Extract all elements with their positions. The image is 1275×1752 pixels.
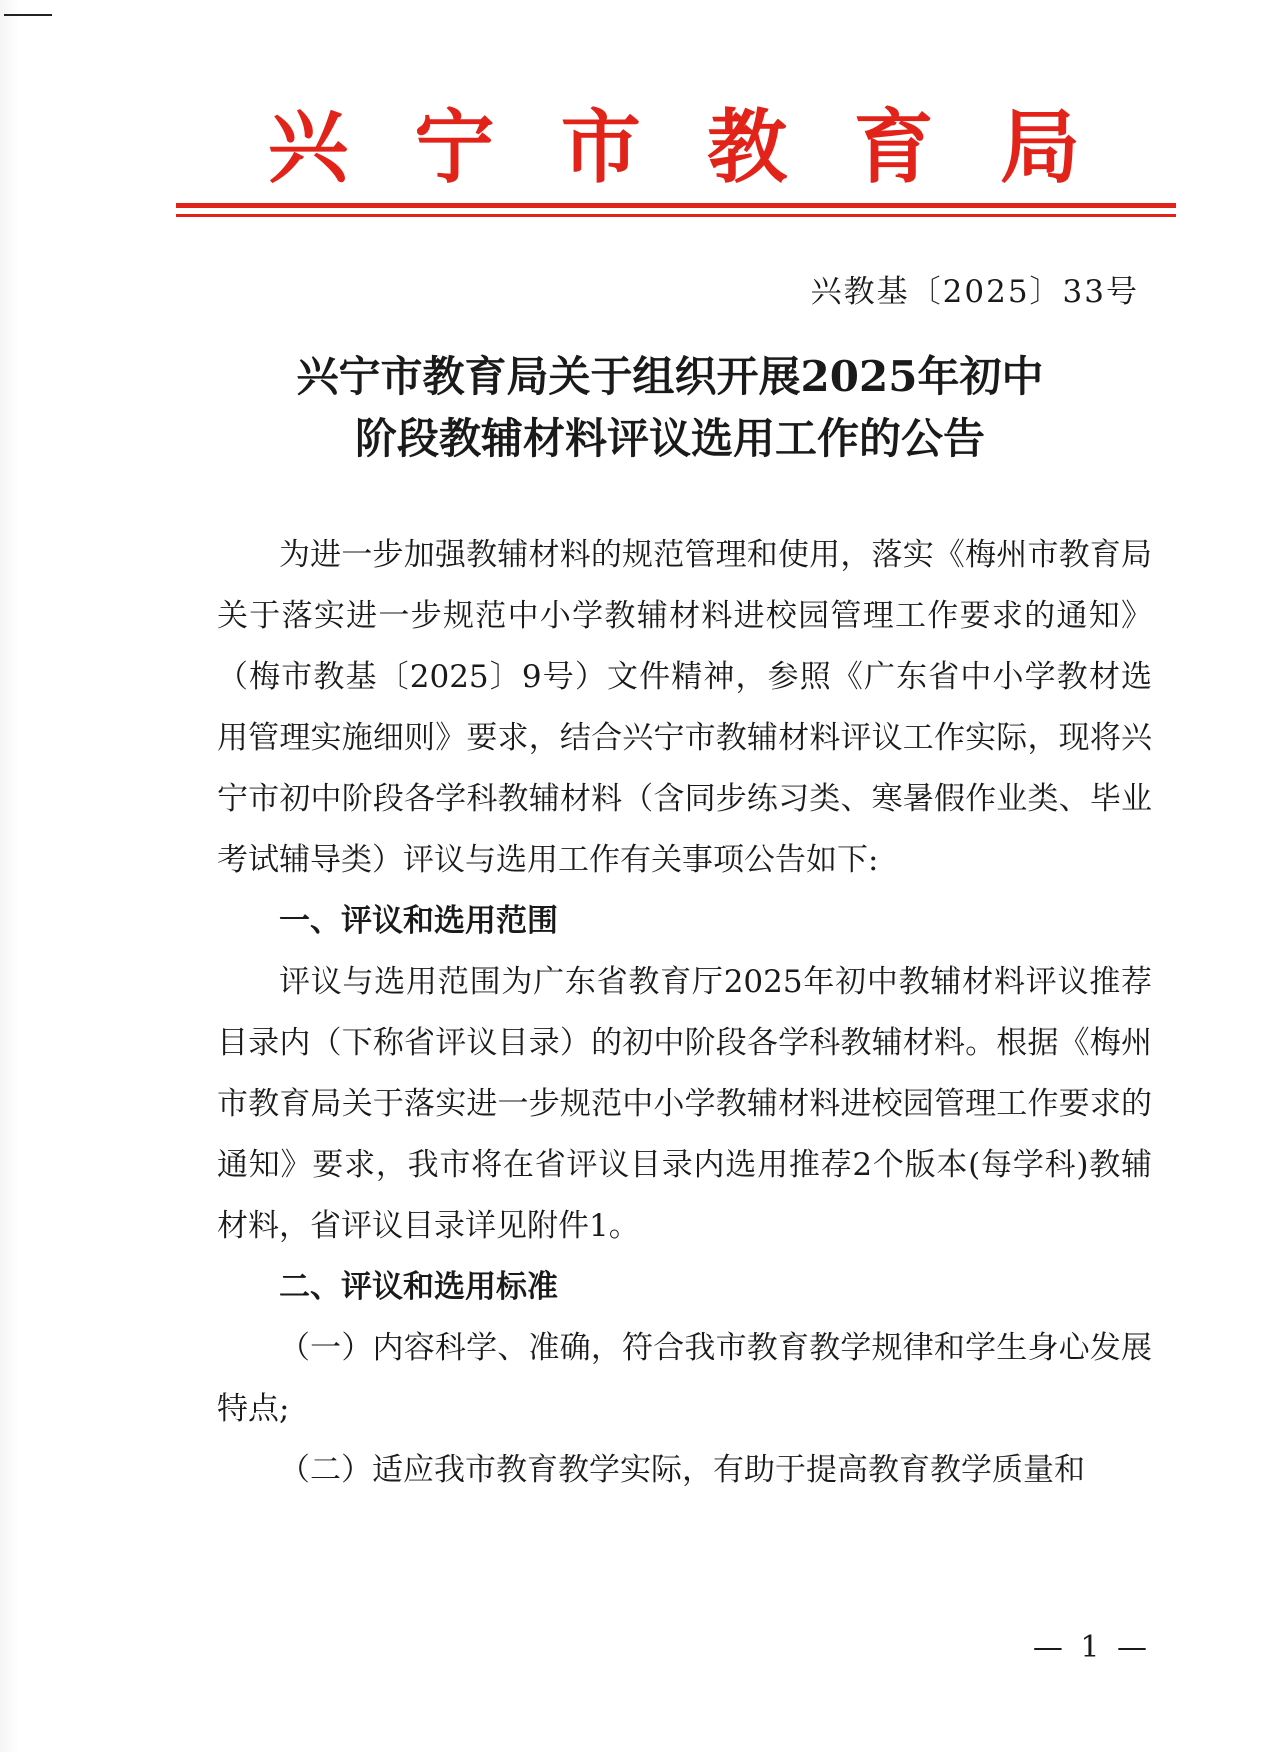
masthead: [176, 92, 1176, 202]
title-line-2: 阶段教辅材料评议选用工作的公告: [354, 414, 985, 463]
masthead-char: 市: [560, 100, 641, 194]
intro-paragraph: 为进一步加强教辅材料的规范管理和使用，落实《梅州市教育局关于落实进一步规范中小学教辅材料进校园管理工作要求的通知》（梅市教基〔2025〕9号）文件精神，参照《广东省中小学教材选用管理实施细则》要求，结合兴宁市教辅材料评议工作实际，现将兴宁市初中阶段各学科教辅材料（含同步练习类、寒暑假作业类、毕业考试辅导类）评议与选用工作有关事项公告如下:: [217, 537, 1152, 878]
masthead-char: 宁: [414, 100, 495, 194]
page-number: — 1 —: [1032, 1630, 1151, 1665]
document-number: 兴教基〔2025〕33号: [810, 274, 1139, 310]
masthead-char: 育: [853, 100, 934, 194]
masthead-char: 教: [707, 100, 788, 194]
criteria-item-1: （一）内容科学、准确，符合我市教育教学规律和学生身心发展特点;: [217, 1330, 1152, 1427]
section-heading-2: 二、评议和选用标准: [279, 1269, 558, 1305]
title-line-1: 兴宁市教育局关于组织开展2025年初中: [296, 352, 1044, 401]
red-divider-thin: [176, 214, 1176, 217]
document-body: [217, 525, 1152, 1501]
masthead-char: 兴: [268, 100, 348, 194]
red-divider-thick: [176, 203, 1176, 208]
section-heading-1: 一、评议和选用范围: [279, 903, 558, 939]
section-paragraph-1: 评议与选用范围为广东省教育厅2025年初中教辅材料评议推荐目录内（下称省评议目录）的初中阶段各学科教辅材料。根据《梅州市教育局关于落实进一步规范中小学教辅材料进校园管理工作要求的通知》要求，我市将在省评议目录内选用推荐2个版本(每学科)教辅材料，省评议目录详见附件1。: [217, 964, 1152, 1244]
corner-mark: [4, 14, 52, 16]
scan-edge: [0, 0, 20, 1752]
document-title: [180, 346, 1160, 470]
masthead-char: 局: [999, 100, 1080, 194]
criteria-item-2: （二）适应我市教育教学实际，有助于提高教育教学质量和: [279, 1452, 1085, 1488]
